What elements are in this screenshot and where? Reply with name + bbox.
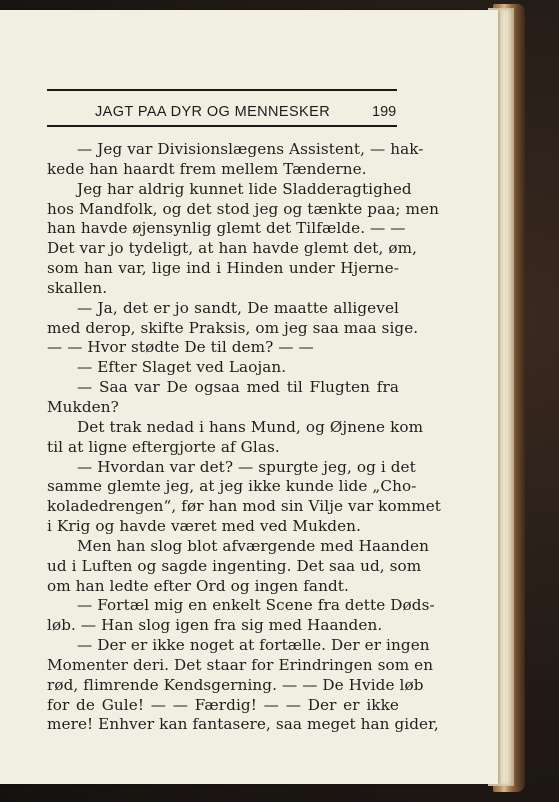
text-line: han havde øjensynlig glemt det Tilfælde. — — xyxy=(47,219,406,238)
text-line: skallen. xyxy=(47,278,108,297)
text-line: Jeg har aldrig kunnet lide Sladderagtighed xyxy=(77,179,412,198)
text-line: kede han haardt frem mellem Tænderne. xyxy=(47,159,367,178)
text-line: — Der er ikke noget at fortælle. Der er ingen xyxy=(77,636,430,655)
text-line: mere! Enhver kan fantasere, saa meget han gider, xyxy=(47,715,439,734)
body-text xyxy=(47,140,441,735)
text-line: — Ja, det er jo sandt, De maatte alligevel xyxy=(77,298,399,317)
text-line: til at ligne eftergjorte af Glas. xyxy=(47,437,280,456)
text-line: Men han slog blot afværgende med Haanden xyxy=(77,536,429,555)
text-line: — Fortæl mig en enkelt Scene fra dette Døds- xyxy=(77,596,435,615)
page-number: 199 xyxy=(372,104,397,120)
text-line: rød, flimrende Kendsgerning. — — De Hvide løb xyxy=(47,675,424,694)
text-line: — Saa var De ogsaa med til Flugten fra xyxy=(77,378,399,397)
text-line: koladedrengen“, før han mod sin Vilje var kommet xyxy=(47,497,441,516)
text-line: som han var, lige ind i Hinden under Hjerne- xyxy=(47,259,399,278)
text-line: — Jeg var Divisionslægens Assistent, — hak- xyxy=(77,140,424,158)
text-line: Mukden? xyxy=(47,397,119,416)
text-line: ud i Luften og sagde ingenting. Det saa ud, som xyxy=(47,556,422,575)
text-line: løb. — Han slog igen fra sig med Haanden. xyxy=(47,616,383,635)
text-line: hos Mandfolk, og det stod jeg og tænkte paa; men xyxy=(47,199,440,218)
text-line: — — Hvor stødte De til dem? — — xyxy=(47,338,314,357)
text-line: i Krig og havde været med ved Mukden. xyxy=(47,517,361,536)
text-line: Momenter deri. Det staar for Erindringen som en xyxy=(47,655,434,674)
header-rule-bottom xyxy=(47,125,397,127)
text-line: Det var jo tydeligt, at han havde glemt det, øm, xyxy=(47,239,418,258)
text-line: — Hvordan var det? — spurgte jeg, og i det xyxy=(77,457,416,476)
header-rule-top xyxy=(47,89,397,91)
text-line: Det trak nedad i hans Mund, og Øjnene kom xyxy=(77,417,424,436)
running-header-title: JAGT PAA DYR OG MENNESKER xyxy=(95,104,331,120)
text-line: for de Gule! — — Færdig! — — Der er ikke xyxy=(47,695,399,714)
text-line: — Efter Slaget ved Laojan. xyxy=(77,358,287,377)
text-line: med derop, skifte Praksis, om jeg saa maa sige. xyxy=(47,318,419,337)
text-line: om han ledte efter Ord og ingen fandt. xyxy=(47,576,349,595)
text-line: samme glemte jeg, at jeg ikke kunde lide „Cho- xyxy=(47,477,417,496)
